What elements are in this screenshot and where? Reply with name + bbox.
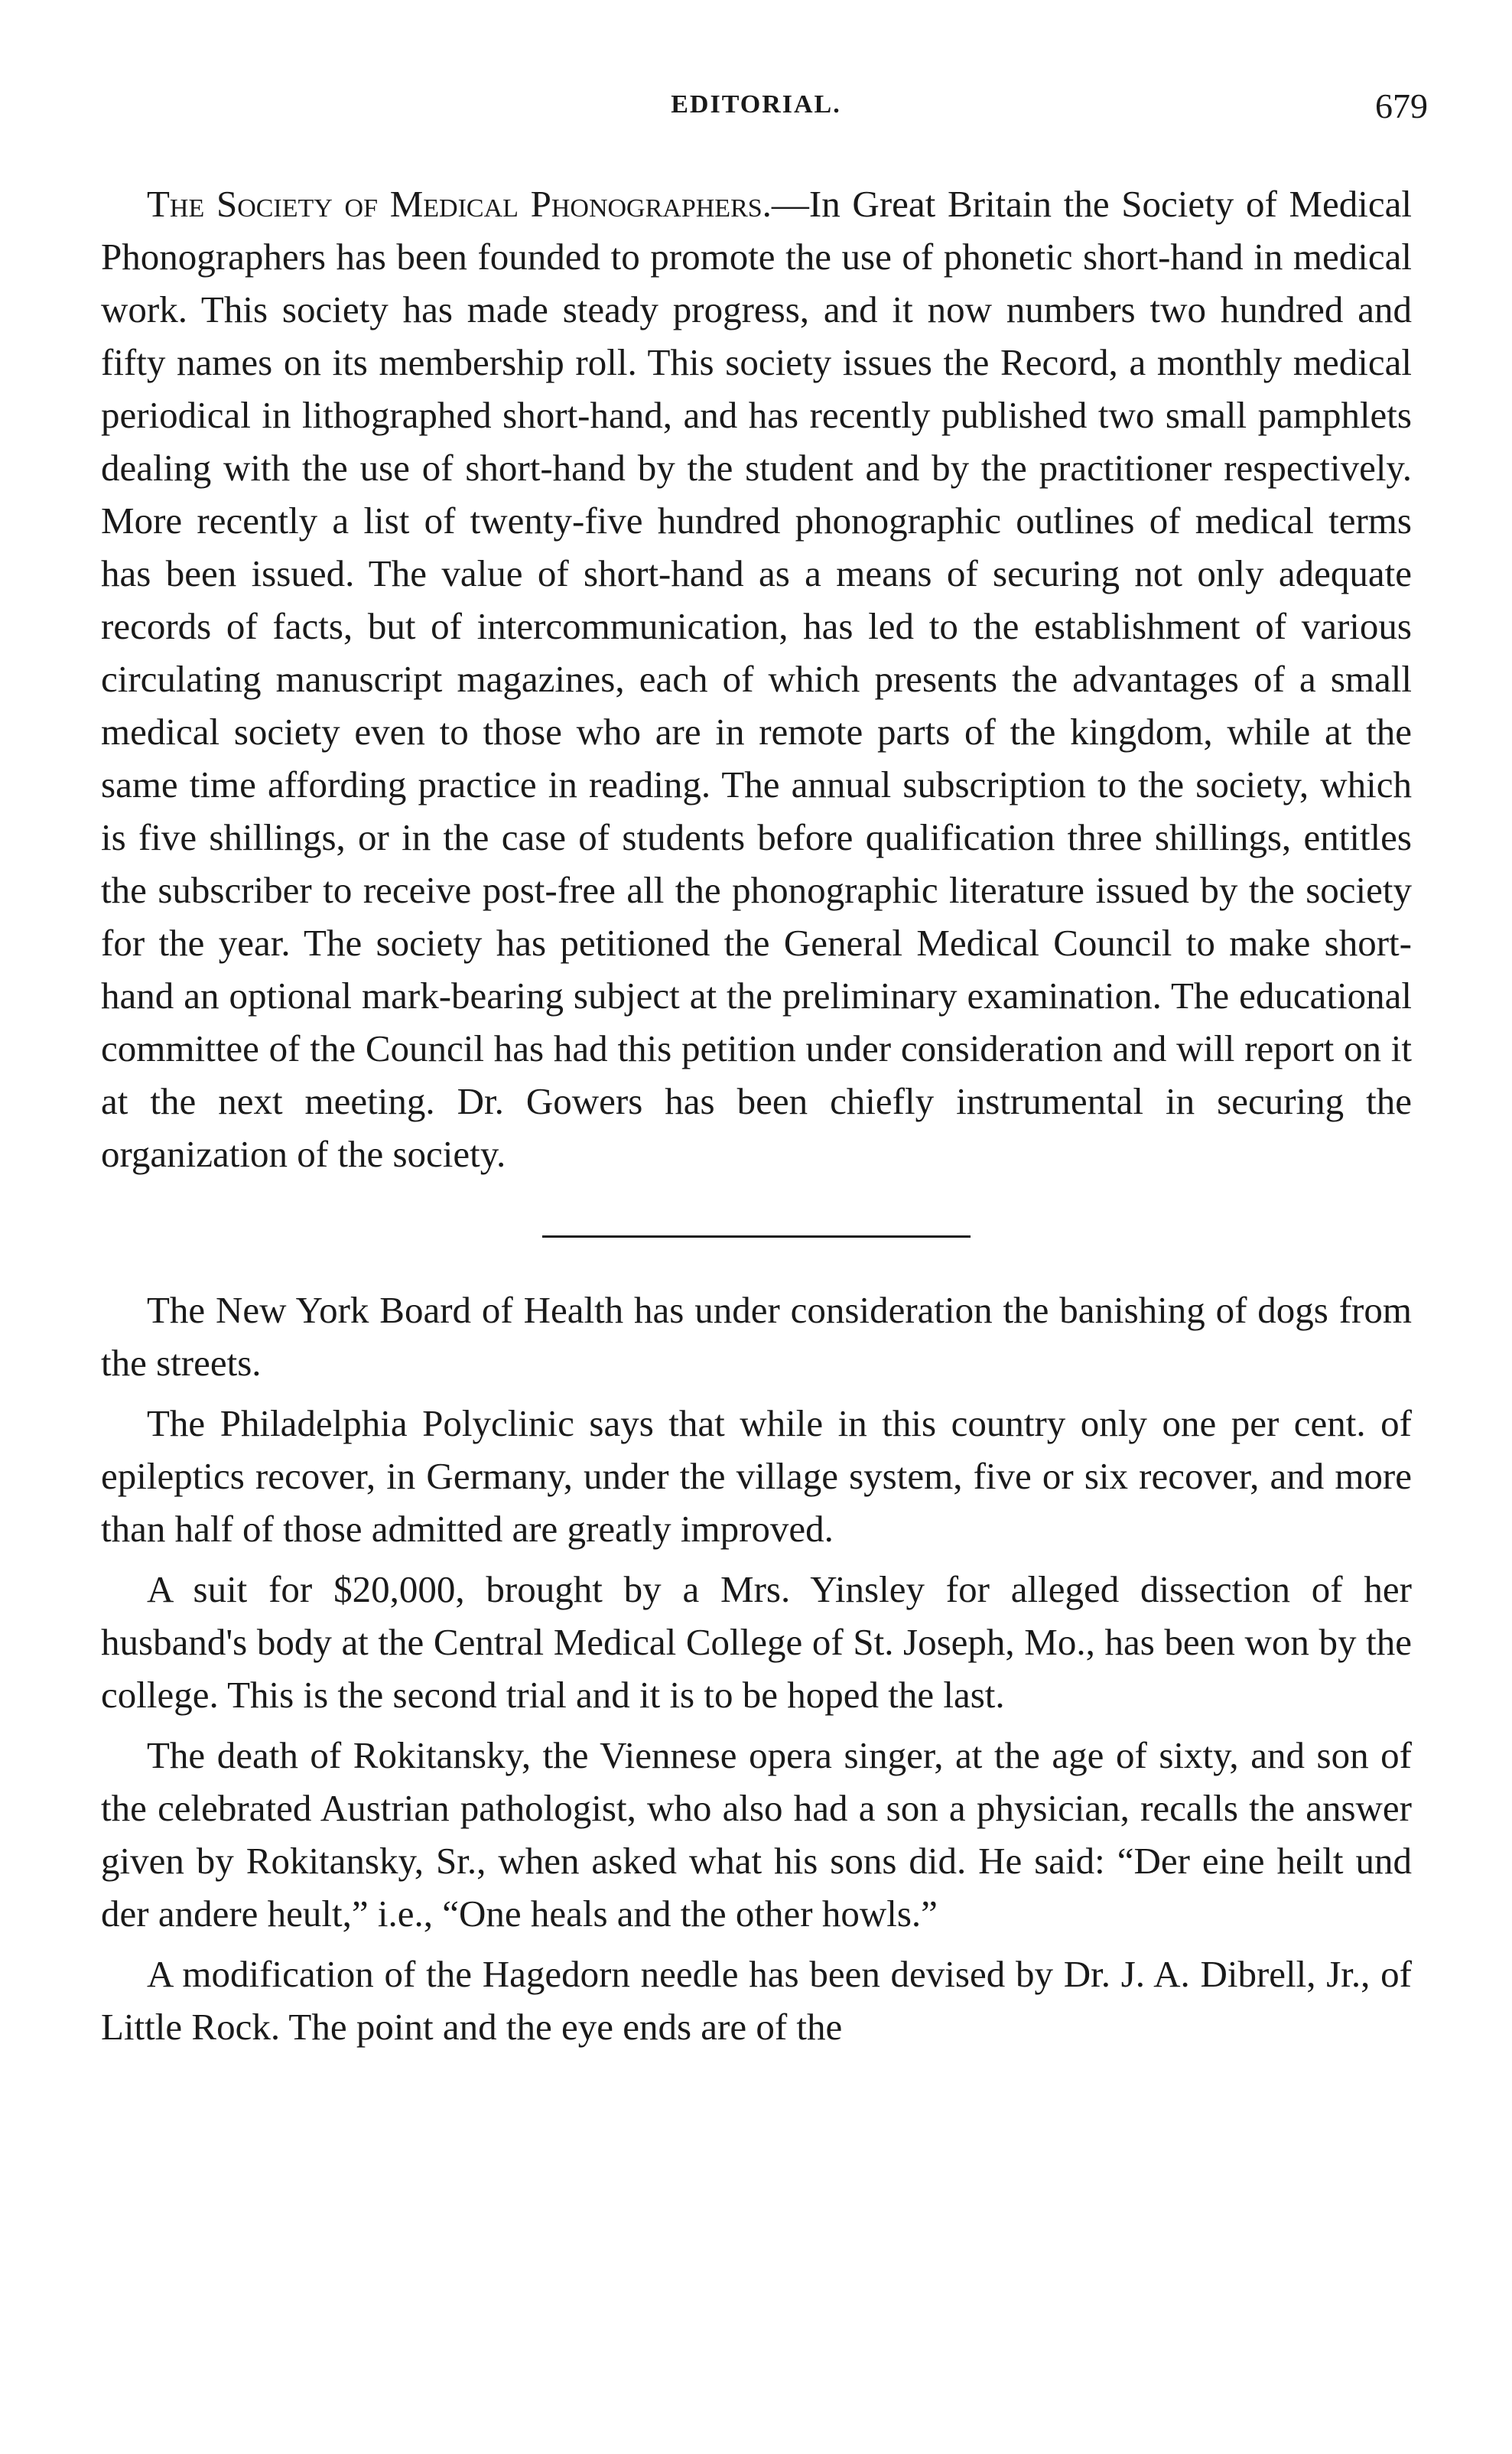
society-article [101,177,1412,1180]
note-paragraph: The death of Rokitansky, the Viennese opera singer, at the age of sixty, and son of the celebrated Austrian pathologist, who also had a son a physician, recalls the answer given by Rokitansky, Sr., when asked what his sons did. He said: “Der eine heilt und der andere heult,” i.e., “One heals and the other howls.” [101,1734,1412,1935]
note-paragraph: The New York Board of Health has under consideration the banishing of dogs from the streets. [101,1289,1412,1384]
page-body [101,177,1412,2053]
running-head: EDITORIAL. [671,90,841,119]
page-number: 679 [1375,86,1428,125]
article-text: —In Great Britain the Society of Medical Phonographers has been founded to promote the use of phonetic short-hand in medical work. This society has made steady progress, and it now numbers two hundred and fifty names on its membership roll. This society issues the Record, a monthly medical periodical in lithographed short-hand, and has recently published two small pamphlets dealing with the use of short-hand by the student and by the practitioner respectively. More recently a list of twenty-five hundred phonographic outlines of medical terms has been issued. The value of short-hand as a means of securing not only adequate records of facts, but of intercommunication, has led to the establishment of various circulating manuscript magazines, each of which presents the advantages of a small medical society even to those who are in remote parts of the kingdom, while at the same time affording practice in reading. The annual subscription to the society, which is five shillings, or in the case of students before qualification three shillings, entitles the subscriber to receive post-free all the phonographic literature issued by the society for the year. The society has petitioned the General Medical Council to make short-hand an optional mark-bearing subject at the preliminary examination. The educational committee of the Council has had this petition under consideration and will report on it at the next meeting. Dr. Gowers has been chiefly instrumental in securing the organization of the society. [101,183,1412,1175]
article-title: The Society of Medical Phonographers. [147,183,772,225]
note-paragraph: A modification of the Hagedorn needle has been devised by Dr. J. A. Dibrell, Jr., of Little Rock. The point and the eye ends are of the [101,1953,1412,2048]
page-header [0,86,1512,136]
note-paragraph: A suit for $20,000, brought by a Mrs. Yinsley for alleged dissection of her husband's body at the Central Medical College of St. Joseph, Mo., has been won by the college. This is the second trial and it is to be hoped the last. [101,1568,1412,1716]
section-divider [542,1235,971,1238]
note-paragraph: The Philadelphia Polyclinic says that while in this country only one per cent. of epileptics recover, in Germany, under the village system, five or six recover, and more than half of those admitted are greatly improved. [101,1402,1412,1550]
